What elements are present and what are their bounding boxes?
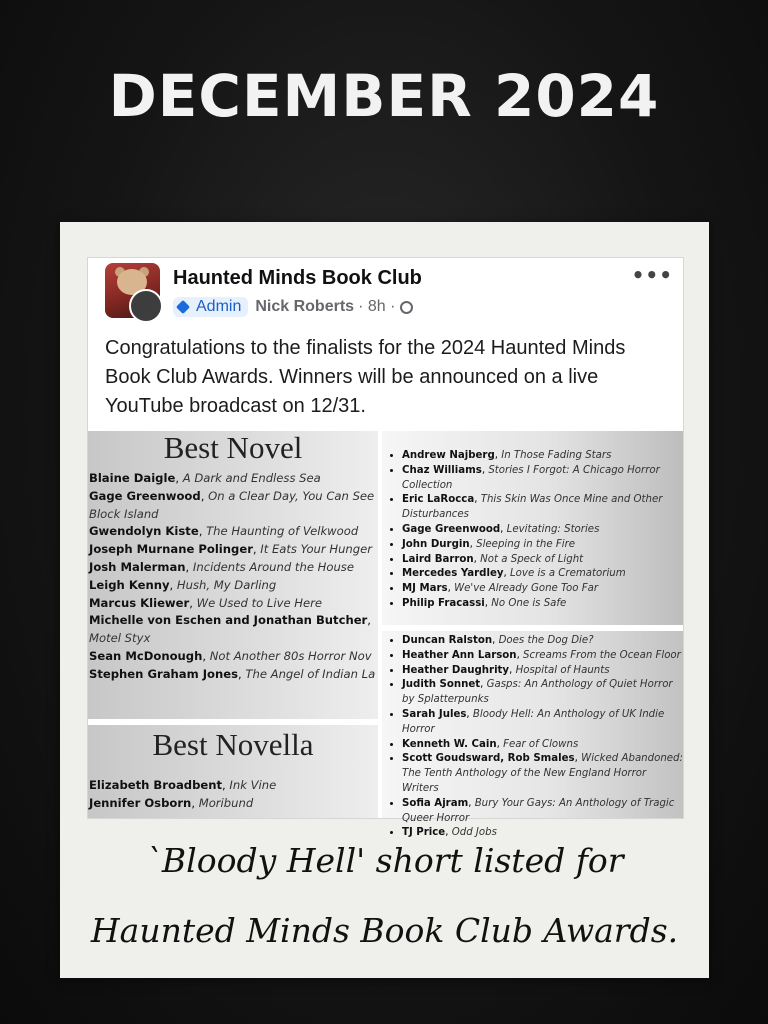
caption-line-2: Haunted Minds Book Club Awards.: [90, 911, 679, 950]
best-novel-panel: [88, 431, 378, 719]
collection-list: [382, 431, 683, 612]
best-novel-heading: Best Novel: [163, 430, 303, 465]
list-item: Elizabeth Broadbent, Ink Vine: [89, 778, 277, 792]
collection-panel: [382, 431, 683, 625]
list-item: • Kenneth W. Cain, Fear of Clowns: [402, 738, 683, 753]
group-avatar[interactable]: [105, 263, 160, 318]
list-item: Sean McDonough, Not Another 80s Horror Nov: [89, 648, 372, 663]
admin-diamond-icon: [176, 300, 190, 314]
list-item: Gwendolyn Kiste, The Haunting of Velkwood: [89, 524, 359, 539]
list-item: • Duncan Ralston, Does the Dog Die?: [402, 634, 683, 649]
list-item: Michelle von Eschen and Jonathan Butcher, Motel Styx: [89, 613, 371, 646]
list-item: • Judith Sonnet, Gasps: An Anthology of Quiet Horror by Splatterpunks: [402, 678, 683, 708]
list-item: • Heather Ann Larson, Screams From the Ocean Floor: [402, 649, 683, 664]
list-item: Gage Greenwood, On a Clear Day, You Can See Block Island: [89, 488, 375, 521]
list-item: Jennifer Osborn, Moribund: [89, 795, 254, 810]
audience-group-icon: [400, 301, 413, 314]
best-novella-heading: Best Novella: [152, 727, 314, 762]
post-meta: [173, 295, 413, 319]
list-item: • John Durgin, Sleeping in the Fire: [402, 538, 683, 553]
anthology-list: [382, 631, 683, 841]
list-item: Josh Malerman, Incidents Around the House: [89, 559, 354, 574]
post-time[interactable]: · 8h ·: [358, 298, 396, 315]
admin-badge: [173, 297, 248, 317]
list-item: Stephen Graham Jones, The Angel of Indian La: [89, 666, 376, 681]
list-item: • Sarah Jules, Bloody Hell: An Anthology of UK Indie Horror: [402, 708, 683, 738]
group-name-link[interactable]: Haunted Minds Book Club: [173, 267, 422, 289]
author-name-link[interactable]: Nick Roberts: [255, 298, 355, 315]
list-item: • Scott Goudsward, Rob Smales, Wicked Abandoned: The Tenth Anthology of the New England Horror Writers: [402, 752, 683, 796]
list-item: • Gage Greenwood, Levitating: Stories: [402, 523, 683, 538]
list-item: • TJ Price, Odd Jobs: [402, 826, 683, 841]
list-item: Joseph Murnane Polinger, It Eats Your Hunger: [89, 542, 373, 557]
list-item: • Philip Fracassi, No One is Safe: [402, 597, 683, 612]
polaroid-frame: [60, 222, 709, 978]
post-body: Congratulations to the finalists for the 2024 Haunted Minds Book Club Awards. Winners will be announced on a live YouTube broadcast on 12/31.: [105, 337, 626, 417]
best-novella-panel: [88, 725, 378, 818]
caption: [60, 826, 709, 966]
admin-label: Admin: [196, 298, 242, 315]
list-item: • Andrew Najberg, In Those Fading Stars: [402, 449, 683, 464]
caption-line-1: `Bloody Hell' short listed for: [145, 841, 624, 880]
page-title: DECEMBER 2024: [108, 62, 660, 130]
post-header: [105, 263, 673, 321]
list-item: Marcus Kliewer, We Used to Live Here: [89, 595, 323, 610]
list-item: • Sofia Ajram, Bury Your Gays: An Anthology of Tragic Queer Horror: [402, 797, 683, 827]
best-novel-list: [88, 470, 378, 684]
list-item: • Eric LaRocca, This Skin Was Once Mine and Other Disturbances: [402, 493, 683, 523]
more-options-icon[interactable]: •••: [631, 263, 673, 287]
list-item: Leigh Kenny, Hush, My Darling: [89, 577, 277, 592]
post-image-collage[interactable]: [88, 430, 683, 839]
list-item: • Chaz Williams, Stories I Forgot: A Chicago Horror Collection: [402, 464, 683, 494]
list-item: • Heather Daughrity, Hospital of Haunts: [402, 664, 683, 679]
anthology-panel: [382, 631, 683, 839]
best-novella-list: [88, 777, 378, 813]
author-avatar[interactable]: [129, 289, 163, 323]
list-item: • Laird Barron, Not a Speck of Light: [402, 553, 683, 568]
list-item: • Mercedes Yardley, Love is a Crematorium: [402, 567, 683, 582]
list-item: • MJ Mars, We've Already Gone Too Far: [402, 582, 683, 597]
facebook-post: [87, 257, 684, 839]
list-item: Blaine Daigle, A Dark and Endless Sea: [89, 471, 321, 485]
